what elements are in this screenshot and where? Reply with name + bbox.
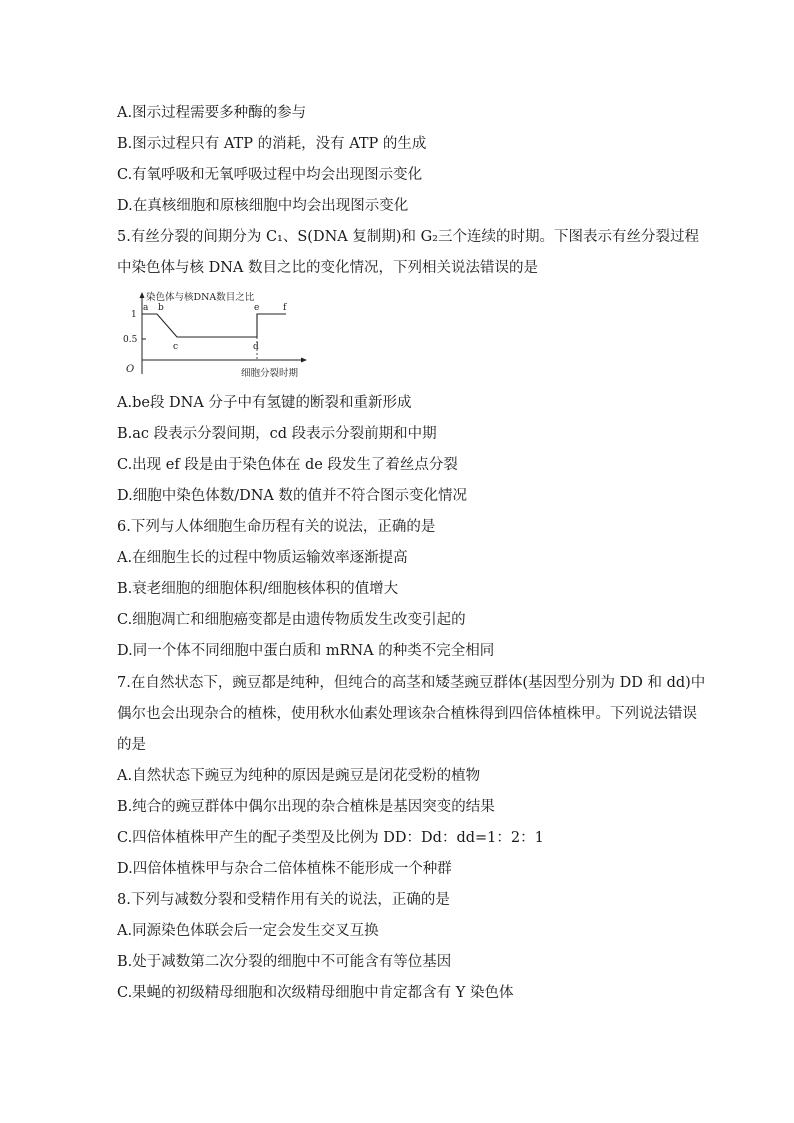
q5-option-b: B.ac 段表示分裂间期，cd 段表示分裂前期和中期 bbox=[117, 426, 437, 442]
q5-stem-line-1: 5.有丝分裂的间期分为 C₁、S(DNA 复制期)和 G₂三个连续的时期。下图表示有丝分裂过程 bbox=[117, 229, 699, 245]
x-axis-label: 细胞分裂时期 bbox=[241, 368, 299, 379]
q8-option-c: C.果蝇的初级精母细胞和次级精母细胞中肯定都含有 Y 染色体 bbox=[117, 985, 514, 1001]
y-axis-label: 染色体与核DNA数目之比 bbox=[146, 292, 255, 303]
q6-option-a: A.在细胞生长的过程中物质运输效率逐渐提高 bbox=[117, 550, 408, 566]
q5-option-d: D.细胞中染色体数/DNA 数的值并不符合图示变化情况 bbox=[117, 488, 467, 504]
q6-stem: 6.下列与人体细胞生命历程有关的说法，正确的是 bbox=[117, 519, 436, 535]
q6-option-d: D.同一个体不同细胞中蛋白质和 mRNA 的种类不完全相同 bbox=[117, 643, 495, 659]
origin-label: O bbox=[126, 364, 135, 375]
point-label-a: a bbox=[143, 303, 149, 313]
y-tick-label-05: 0.5 bbox=[123, 335, 138, 345]
q7-option-b: B.纯合的豌豆群体中偶尔出现的杂合植株是基因突变的结果 bbox=[117, 799, 495, 815]
q4-option-c: C.有氧呼吸和无氧呼吸过程中均会出现图示变化 bbox=[117, 167, 423, 183]
point-label-d: d bbox=[253, 342, 259, 352]
q7-option-a: A.自然状态下豌豆为纯种的原因是豌豆是闭花受粉的植物 bbox=[117, 768, 481, 784]
q4-option-d: D.在真核细胞和原核细胞中均会出现图示变化 bbox=[117, 198, 409, 214]
point-label-f: f bbox=[283, 303, 287, 313]
q7-option-d: D.四倍体植株甲与杂合二倍体植株不能形成一个种群 bbox=[117, 861, 452, 877]
q6-option-b: B.衰老细胞的细胞体积/细胞核体积的值增大 bbox=[117, 581, 399, 597]
q6-option-c: C.细胞凋亡和细胞癌变都是由遗传物质发生改变引起的 bbox=[117, 612, 466, 628]
x-axis-arrow bbox=[301, 358, 307, 363]
q7-stem-line-2: 偶尔也会出现杂合的植株，使用秋水仙素处理该杂合植株得到四倍体植株甲。下列说法错误 bbox=[117, 706, 697, 722]
q7-stem-line-3: 的是 bbox=[117, 737, 146, 753]
q5-option-c: C.出现 ef 段是由于染色体在 de 段发生了着丝点分裂 bbox=[117, 457, 458, 473]
point-label-e: e bbox=[254, 303, 260, 313]
series-layer bbox=[142, 314, 286, 360]
q8-option-a: A.同源染色体联会后一定会发生交叉互换 bbox=[117, 923, 379, 939]
point-label-c: c bbox=[173, 342, 179, 352]
q7-stem-line-1: 7.在自然状态下，豌豆都是纯种，但纯合的高茎和矮茎豌豆群体(基因型分别为 DD 和 dd)中 bbox=[117, 675, 706, 691]
q5-option-a: A.be段 DNA 分子中有氢键的断裂和重新形成 bbox=[117, 395, 412, 411]
point-label-b: b bbox=[158, 303, 164, 313]
q8-option-b: B.处于减数第二次分裂的细胞中不可能含有等位基因 bbox=[117, 954, 452, 970]
y-tick-label-1: 1 bbox=[131, 310, 137, 320]
q4-option-b: B.图示过程只有 ATP 的消耗，没有 ATP 的生成 bbox=[117, 136, 427, 152]
q8-stem: 8.下列与减数分裂和受精作用有关的说法，正确的是 bbox=[117, 892, 450, 908]
q7-option-c: C.四倍体植株甲产生的配子类型及比例为 DD：Dd：dd=1：2：1 bbox=[117, 830, 544, 846]
y-axis-arrow bbox=[140, 292, 145, 298]
q4-option-a: A.图示过程需要多种酶的参与 bbox=[117, 105, 307, 121]
ratio-series-line bbox=[142, 314, 286, 337]
q5-stem-line-2: 中染色体与核 DNA 数目之比的变化情况，下列相关说法错误的是 bbox=[117, 260, 539, 276]
ratio-chart bbox=[120, 290, 310, 382]
